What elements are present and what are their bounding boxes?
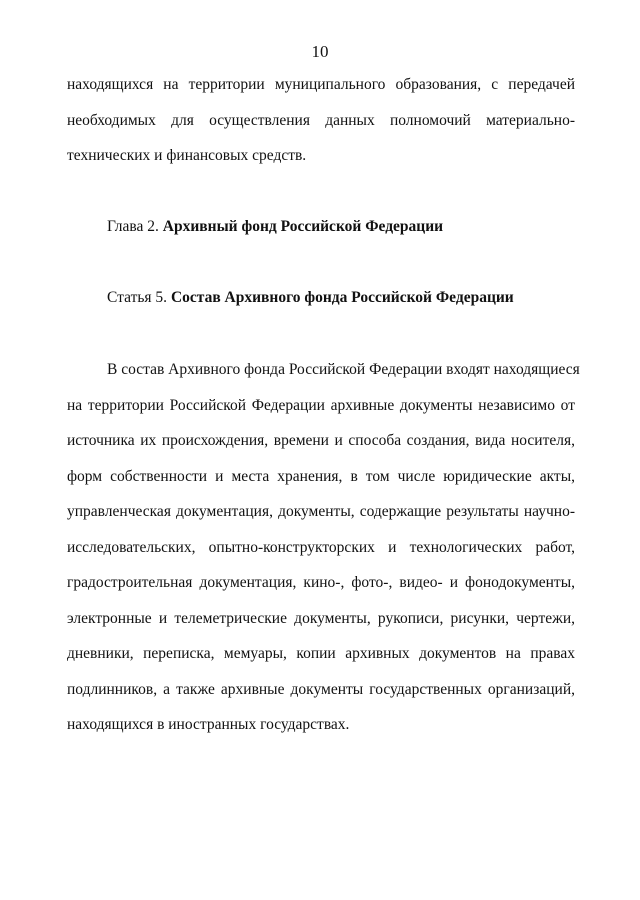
text-line: управленческая документация, документы, содержащие результаты научно- <box>67 503 575 520</box>
paragraph-continuation <box>67 67 575 174</box>
text-line: электронные и телеметрические документы, рукописи, рисунки, чертежи, <box>67 609 575 627</box>
text-line: подлинников, а также архивные документы государственных организаций, <box>67 680 575 698</box>
chapter-prefix: Глава 2. <box>107 218 159 235</box>
article-heading <box>107 280 514 316</box>
text-line: на территории Российской Федерации архивные документы независимо от <box>67 396 575 414</box>
text-line: технических и финансовых средств. <box>67 147 307 164</box>
chapter-heading <box>107 209 443 245</box>
text-line: форм собственности и места хранения, в том числе юридические акты, <box>67 467 575 485</box>
text-line: дневники, переписка, мемуары, копии архивных документов на правах <box>67 645 575 662</box>
text-line: источника их происхождения, времени и способа создания, вида носителя, <box>67 432 575 449</box>
page-number: 10 <box>311 42 329 61</box>
text-line: находящихся в иностранных государствах. <box>67 716 350 733</box>
text-line: находящихся на территории муниципального образования, с передачей <box>67 76 575 93</box>
text-line: исследовательских, опытно-конструкторских и технологических работ, <box>67 538 575 556</box>
chapter-title: Архивный фонд Российской Федерации <box>162 218 444 235</box>
text-line: градостроительная документация, кино-, фото-, видео- и фонодокументы, <box>67 574 575 591</box>
text-line: необходимых для осуществления данных полномочий материально- <box>67 111 575 129</box>
article-title: Состав Архивного фонда Российской Федерации <box>170 289 514 306</box>
article-prefix: Статья 5. <box>107 289 168 306</box>
article-body-paragraph <box>67 352 580 743</box>
text-line: В состав Архивного фонда Российской Федерации входят находящиеся <box>107 361 580 378</box>
